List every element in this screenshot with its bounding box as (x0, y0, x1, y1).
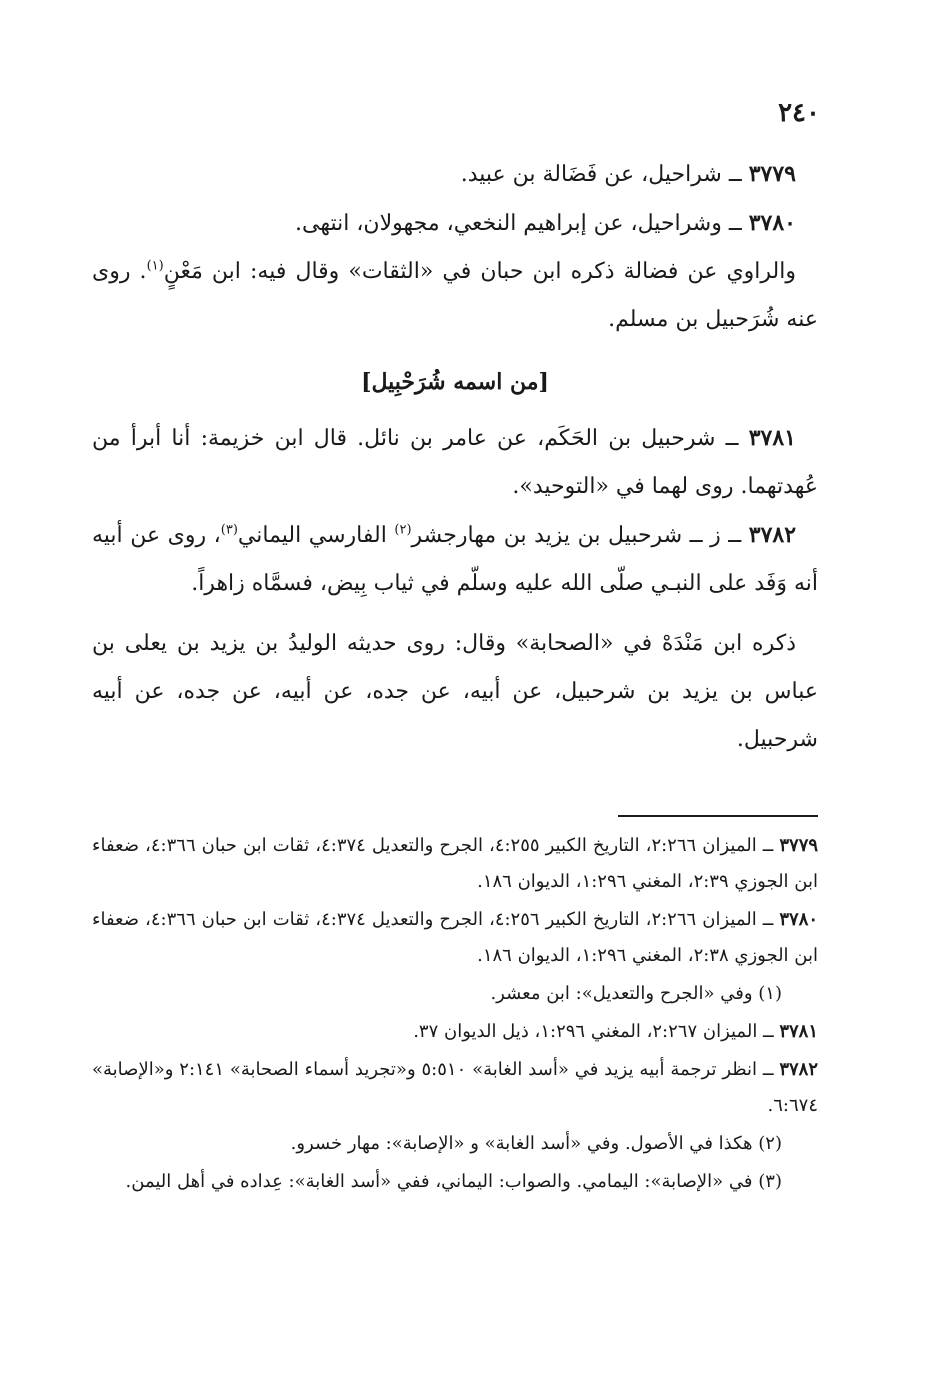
source-text: ــ الميزان ٢:٢٦٧، المغني ١:٢٩٦، ذيل الديوان ٣٧. (413, 1021, 774, 1042)
entry-3782-note: ذكره ابن مَنْدَهْ في «الصحابة» وقال: روى حديثه الوليدُ بن يزيد بن يعلى بن عباس بن يزيد بن شرحبيل، عن أبيه، عن جده، عن أبيه، عن جده، عن أبيه شرحبيل. (92, 631, 818, 752)
entry-number: ٣٧٨٢ (748, 522, 797, 548)
entry-number: ٣٧٨١ (748, 425, 796, 451)
footnote-ref-2[interactable]: (٢) (394, 522, 412, 538)
entry-number: ٣٧٨٠ (748, 210, 796, 236)
footnote-separator (618, 815, 818, 817)
spacer (92, 608, 818, 620)
source-text: ــ انظر ترجمة أبيه يزيد في «أسد الغابة» ٥:٥١٠ و«تجريد أسماء الصحابة» ٢:١٤١ و«الإصابة» ٦:٦٧٤. (92, 1059, 818, 1116)
source-3780 (92, 902, 818, 974)
main-text (92, 150, 818, 764)
footnote-text: في «الإصابة»: اليمامي. والصواب: اليماني، ففي «أسد الغابة»: عِداده في أهل اليمن. (125, 1171, 753, 1192)
footnote-1 (92, 976, 818, 1012)
source-number: ٣٧٧٩ (779, 835, 819, 856)
entry-number: ٣٧٧٩ (748, 161, 796, 187)
footnote-ref-3[interactable]: (٣) (220, 522, 238, 538)
footnote-number: (١) (758, 983, 782, 1004)
entry-3780-note (92, 248, 818, 344)
footnote-number: (٢) (758, 1133, 782, 1154)
footnote-3 (92, 1164, 818, 1200)
footnotes (92, 828, 818, 1202)
entry-text: ــ وشراحيل، عن إبراهيم النخعي، مجهولان، انتهى. (294, 211, 742, 236)
entry-3779 (92, 150, 818, 199)
footnote-2 (92, 1126, 818, 1162)
source-number: ٣٧٨٢ (779, 1059, 818, 1080)
section-heading: [من اسمه شُرَحْبِيل] (361, 369, 549, 395)
footnote-text: وفي «الجرح والتعديل»: ابن معشر. (490, 983, 753, 1004)
page-number: ٢٤٠ (778, 98, 820, 128)
source-3781 (92, 1014, 818, 1050)
entry-text: ــ ز ــ شرحبيل بن يزيد بن مهارجشر (411, 523, 742, 548)
source-number: ٣٧٨٠ (779, 909, 819, 930)
entry-3780 (92, 199, 818, 248)
source-text: ــ الميزان ٢:٢٦٦، التاريخ الكبير ٤:٢٥٦، الجرح والتعديل ٤:٣٧٤، ثقات ابن حبان ٤:٣٦٦، ضعفاء ابن الجوزي ٢:٣٨، المغني ١:٢٩٦، الديوان ١٨٦. (92, 909, 818, 966)
footnote-number: (٣) (758, 1171, 782, 1192)
source-3782 (92, 1052, 818, 1124)
source-text: ــ الميزان ٢:٢٦٦، التاريخ الكبير ٤:٢٥٥، الجرح والتعديل ٤:٣٧٤، ثقات ابن حبان ٤:٣٦٦، ضعفاء ابن الجوزي ٢:٣٩، المغني ١:٢٩٦، الديوان ١٨٦. (92, 835, 818, 892)
entry-text: ، روى عن أبيه أنه وَفَد على النبـي صلّى الله عليه وسلّم في ثياب بِيض، فسمَّاه زاهراً. (92, 523, 818, 596)
footnote-text: هكذا في الأصول. وفي «أسد الغابة» و «الإصابة»: مهار خسرو. (290, 1133, 753, 1154)
entry-3782 (92, 511, 818, 608)
source-number: ٣٧٨١ (779, 1021, 818, 1042)
entry-3781 (92, 414, 818, 511)
note-text: . روى عنه شُرَحبيل بن مسلم. (92, 259, 818, 332)
entry-text: ــ شرحبيل بن الحَكَم، عن عامر بن نائل. قال ابن خزيمة: أنا أبرأ من عُهدتهما. روى لهما في «التوحيد». (92, 426, 818, 499)
entry-text: ــ شراحيل، عن فَضَالة بن عبيد. (460, 162, 742, 187)
source-3779 (92, 828, 818, 900)
entry-text: الفارسي اليماني (237, 523, 395, 548)
footnote-ref-1[interactable]: (١) (146, 258, 164, 274)
note-text: والراوي عن فضالة ذكره ابن حبان في «الثقات» وقال فيه: ابن مَعْنٍ (163, 259, 796, 284)
